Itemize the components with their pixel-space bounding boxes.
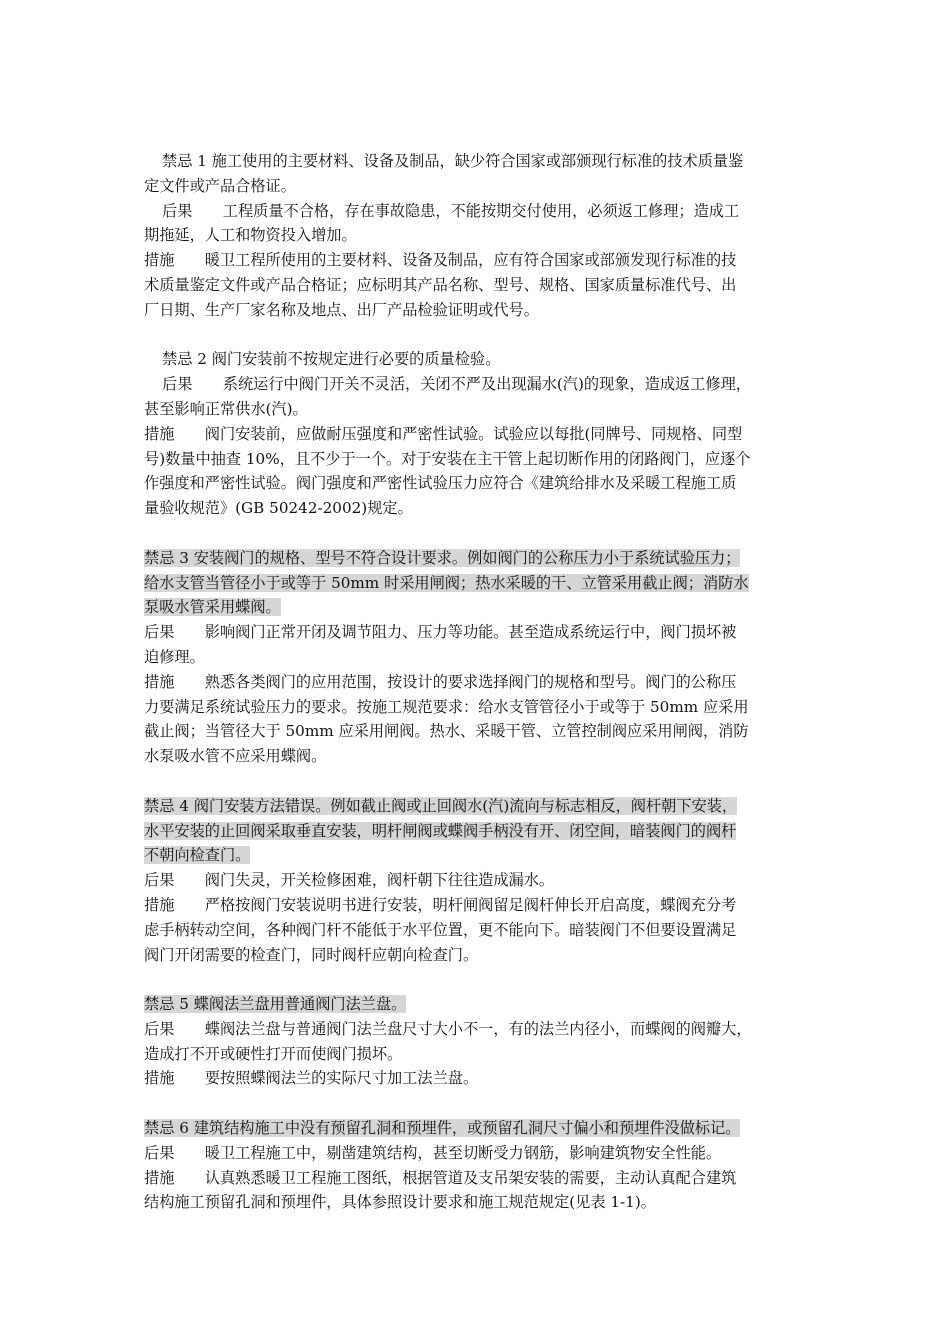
section-gap: [144, 967, 814, 992]
measure-line: 措施 阀门安装前，应做耐压强度和严密性试验。试验应以每批(同牌号、同规格、同型: [144, 424, 743, 443]
paragraph-line: 定文件或产品合格证。: [144, 176, 296, 195]
consequence-line: 后果 暖卫工程施工中，剔凿建筑结构，甚至切断受力钢筋，影响建筑物安全性能。: [144, 1143, 722, 1162]
measure-line: 措施 认真熟悉暖卫工程施工图纸，根据管道及支吊架安装的需要，主动认真配合建筑: [144, 1168, 737, 1187]
taboo-section-1: [144, 149, 814, 323]
paragraph-line: 号)数量中抽查 10%，且不少于一个。对于安装在主干管上起切断作用的闭路阀门，应逐个: [144, 449, 751, 468]
paragraph-line: 造成打不开或硬性打开而使阀门损坏。: [144, 1044, 403, 1063]
taboo-section-4: [144, 794, 814, 968]
taboo-section-3: [144, 546, 814, 769]
paragraph-line: 迫修理。: [144, 647, 205, 666]
measure-line: 措施 要按照蝶阀法兰的实际尺寸加工法兰盘。: [144, 1069, 479, 1088]
taboo-heading-highlighted: 水平安装的止回阀采取垂直安装，明杆闸阀或蝶阀手柄没有开、闭空间，暗装阀门的阀杆: [144, 821, 737, 840]
paragraph-line: 量验收规范》(GB 50242-2002)规定。: [144, 499, 413, 518]
taboo-heading-highlighted: 禁忌 6 建筑结构施工中没有预留孔洞和预埋件，或预留孔洞尺寸偏小和预埋件没做标记。: [144, 1119, 741, 1138]
paragraph-line: 厂日期、生产厂家名称及地点、出厂产品检验证明或代号。: [144, 300, 539, 319]
paragraph-line: 力要满足系统试验压力的要求。按施工规范要求：给水支管管径小于或等于 50mm 应采用: [144, 697, 749, 716]
section-gap: [144, 323, 814, 348]
section-gap: [144, 1091, 814, 1116]
taboo-heading-highlighted: 禁忌 3 安装阀门的规格、型号不符合设计要求。例如阀门的公称压力小于系统试验压力；: [144, 548, 741, 567]
taboo-heading-highlighted: 禁忌 5 蝶阀法兰盘用普通阀门法兰盘。: [144, 995, 407, 1014]
consequence-line: 后果 蝶阀法兰盘与普通阀门法兰盘尺寸大小不一，有的法兰内径小，而蝶阀的阀瓣大，: [144, 1019, 752, 1038]
consequence-line: 后果 影响阀门正常开闭及调节阻力、压力等功能。甚至造成系统运行中，阀门损坏被: [144, 623, 737, 642]
paragraph-line: 结构施工预留孔洞和预埋件，具体参照设计要求和施工规范规定(见表 1-1)。: [144, 1193, 656, 1212]
section-gap: [144, 521, 814, 546]
paragraph-line: 虑手柄转动空间，各种阀门杆不能低于水平位置，更不能向下。暗装阀门不但要设置满足: [144, 920, 737, 939]
section-gap: [144, 769, 814, 794]
paragraph-line: 水泵吸水管不应采用蝶阀。: [144, 747, 327, 766]
measure-line: 措施 熟悉各类阀门的应用范围，按设计的要求选择阀门的规格和型号。阀门的公称压: [144, 672, 737, 691]
taboo-heading-highlighted: 不朝向检查门。: [144, 846, 251, 865]
taboo-heading: 禁忌 2 阀门安装前不按规定进行必要的质量检验。: [162, 350, 501, 369]
taboo-heading-highlighted: 给水支管当管径小于或等于 50mm 时采用闸阀；热水采暖的干、立管采用截止阀；消防水: [144, 573, 749, 592]
taboo-heading-highlighted: 泵吸水管采用蝶阀。: [144, 598, 281, 617]
consequence-line: 后果 系统运行中阀门开关不灵活，关闭不严及出现漏水(汽)的现象，造成返工修理，: [162, 375, 751, 394]
taboo-section-5: [144, 992, 814, 1091]
document-body: [144, 149, 814, 1215]
consequence-line: 后果 工程质量不合格，存在事故隐患，不能按期交付使用，必须返工修理；造成工: [162, 201, 740, 220]
taboo-section-2: [144, 347, 814, 521]
taboo-heading-highlighted: 禁忌 4 阀门安装方法错误。例如截止阀或止回阀水(汽)流向与标志相反，阀杆朝下安装，: [144, 796, 738, 815]
paragraph-line: 截止阀；当管径大于 50mm 应采用闸阀。热水、采暖干管、立管控制阀应采用闸阀，消防: [144, 722, 749, 741]
measure-line: 措施 暖卫工程所使用的主要材料、设备及制品，应有符合国家或部颁发现行标准的技: [144, 251, 737, 270]
measure-line: 措施 严格按阀门安装说明书进行安装，明杆闸阀留足阀杆伸长开启高度，蝶阀充分考: [144, 895, 737, 914]
consequence-line: 后果 阀门失灵，开关检修困难，阀杆朝下往往造成漏水。: [144, 871, 555, 890]
taboo-section-6: [144, 1116, 814, 1215]
paragraph-line: 甚至影响正常供水(汽)。: [144, 399, 308, 418]
paragraph-line: 期拖延，人工和物资投入增加。: [144, 226, 357, 245]
paragraph-line: 术质量鉴定文件或产品合格证；应标明其产品名称、型号、规格、国家质量标准代号、出: [144, 275, 737, 294]
paragraph-line: 作强度和严密性试验。阀门强度和严密性试验压力应符合《建筑给排水及采暖工程施工质: [144, 474, 737, 493]
paragraph-line: 阀门开闭需要的检查门，同时阀杆应朝向检查门。: [144, 945, 479, 964]
taboo-heading: 禁忌 1 施工使用的主要材料、设备及制品，缺少符合国家或部颁现行标准的技术质量鉴: [162, 152, 744, 170]
